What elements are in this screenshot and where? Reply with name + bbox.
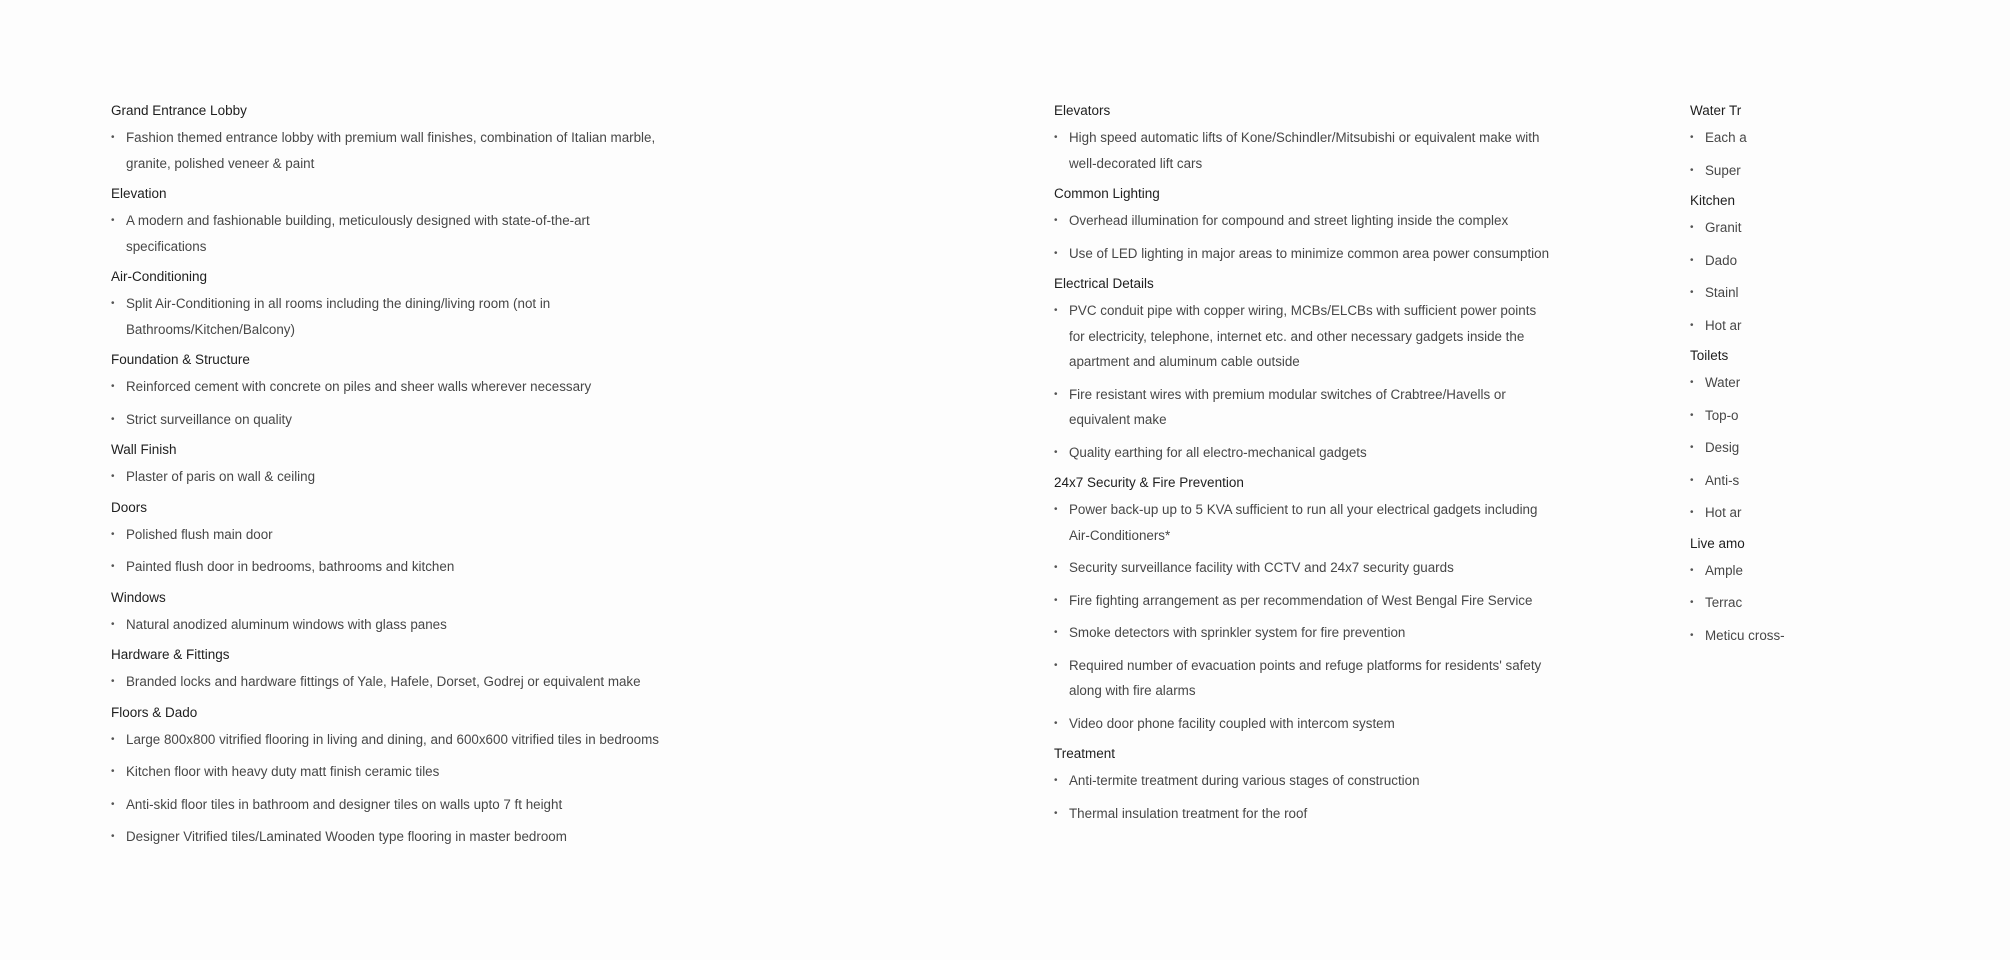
section-title: Doors	[111, 499, 148, 515]
spec-item: • Kitchen floor with heavy duty matt finish ceramic tiles	[111, 759, 671, 785]
spec-section	[111, 497, 671, 580]
spec-section	[111, 183, 671, 259]
spec-item: • Required number of evacuation points and refuge platforms for residents' safety along with fire alarms	[1054, 653, 1554, 704]
spec-item: • Anti-skid floor tiles in bathroom and designer tiles on walls upto 7 ft height	[111, 792, 671, 818]
spec-item: • PVC conduit pipe with copper wiring, MCBs/ELCBs with sufficient power points for electricity, telephone, internet etc. and other necessary gadgets inside the apartment and aluminum cable outside	[1054, 298, 1554, 375]
spec-item: • Power back-up up to 5 KVA sufficient to run all your electrical gadgets including Air-Conditioners*	[1054, 497, 1554, 548]
spec-item: • Strict surveillance on quality	[111, 407, 671, 433]
spec-item: • Fire fighting arrangement as per recommendation of West Bengal Fire Service	[1054, 588, 1554, 614]
spec-section	[111, 100, 671, 176]
spec-section	[1054, 273, 1554, 465]
spec-item: • Dado	[1690, 248, 2010, 274]
spec-section	[1054, 743, 1554, 826]
spec-section	[111, 644, 671, 695]
spec-item: • Painted flush door in bedrooms, bathrooms and kitchen	[111, 554, 671, 580]
spec-item: • Anti-termite treatment during various stages of construction	[1054, 768, 1554, 794]
spec-section	[111, 439, 671, 490]
spec-item: • Top-o	[1690, 403, 2010, 429]
spec-section	[1054, 183, 1554, 266]
spec-item: • Natural anodized aluminum windows with glass panes	[111, 612, 671, 638]
specs-column-3	[1690, 100, 2010, 655]
section-title: Wall Finish	[111, 442, 177, 457]
spec-item: • Video door phone facility coupled with intercom system	[1054, 711, 1554, 737]
spec-section	[111, 702, 671, 850]
spec-item: • Each a	[1690, 125, 2010, 151]
spec-item: • Use of LED lighting in major areas to minimize common area power consumption	[1054, 241, 1554, 267]
spec-item: • Fire resistant wires with premium modular switches of Crabtree/Havells or equivalent make	[1054, 382, 1554, 433]
spec-item: • Thermal insulation treatment for the roof	[1054, 801, 1554, 827]
spec-item: • Stainl	[1690, 280, 2010, 306]
section-title: 24x7 Security & Fire Prevention	[1054, 475, 1244, 490]
specs-column-2	[1054, 100, 1554, 833]
section-title: Windows	[111, 589, 166, 605]
spec-section	[1690, 533, 2010, 649]
section-title: Foundation & Structure	[111, 352, 250, 367]
section-title: Air-Conditioning	[111, 269, 208, 284]
spec-section	[1690, 190, 2010, 338]
specs-column-1	[111, 100, 671, 857]
section-title: Common Lighting	[1054, 186, 1160, 201]
spec-item: • Split Air-Conditioning in all rooms including the dining/living room (not in Bathrooms/Kitchen/Balcony)	[111, 291, 671, 342]
spec-item: • Hot ar	[1690, 500, 2010, 526]
spec-item: • Overhead illumination for compound and street lighting inside the complex	[1054, 208, 1554, 234]
spec-section	[111, 587, 671, 638]
spec-item: • Granit	[1690, 215, 2010, 241]
spec-item: • High speed automatic lifts of Kone/Schindler/Mitsubishi or equivalent make with well-decorated lift cars	[1054, 125, 1554, 176]
spec-item: • Large 800x800 vitrified flooring in living and dining, and 600x600 vitrified tiles in bedrooms	[111, 727, 671, 753]
section-title: Water Tr	[1690, 103, 1742, 118]
section-title: Electrical Details	[1054, 276, 1154, 291]
section-title: Treatment	[1054, 746, 1116, 761]
spec-section	[1690, 345, 2010, 526]
spec-section	[111, 349, 671, 432]
spec-item: • Smoke detectors with sprinkler system for fire prevention	[1054, 620, 1554, 646]
spec-item: • Hot ar	[1690, 313, 2010, 339]
section-title: Kitchen	[1690, 193, 1736, 208]
spec-item: • Ample	[1690, 558, 2010, 584]
spec-section	[111, 266, 671, 342]
section-title: Toilets	[1690, 348, 1729, 363]
spec-item: • Security surveillance facility with CCTV and 24x7 security guards	[1054, 555, 1554, 581]
section-title: Grand Entrance Lobby	[111, 103, 247, 118]
section-title: Elevators	[1054, 103, 1111, 118]
spec-item: • Super	[1690, 158, 2010, 184]
spec-section	[1690, 100, 2010, 183]
spec-item: • Desig	[1690, 435, 2010, 461]
section-title: Floors & Dado	[111, 704, 198, 720]
spec-item: • Terrac	[1690, 590, 2010, 616]
section-title: Hardware & Fittings	[111, 647, 230, 662]
spec-item: • Meticu cross-	[1690, 623, 2010, 649]
spec-item: • Quality earthing for all electro-mechanical gadgets	[1054, 440, 1554, 466]
spec-item: • Water	[1690, 370, 2010, 396]
section-title: Elevation	[111, 186, 167, 201]
spec-item: • Plaster of paris on wall & ceiling	[111, 464, 671, 490]
spec-item: • A modern and fashionable building, meticulously designed with state-of-the-art specifications	[111, 208, 671, 259]
spec-item: • Branded locks and hardware fittings of Yale, Hafele, Dorset, Godrej or equivalent make	[111, 669, 671, 695]
spec-item: • Polished flush main door	[111, 522, 671, 548]
section-title: Live amo	[1690, 535, 1745, 551]
spec-item: • Reinforced cement with concrete on piles and sheer walls wherever necessary	[111, 374, 671, 400]
spec-item: • Anti-s	[1690, 468, 2010, 494]
spec-section	[1054, 100, 1554, 176]
spec-item: • Designer Vitrified tiles/Laminated Wooden type flooring in master bedroom	[111, 824, 671, 850]
spec-item: • Fashion themed entrance lobby with premium wall finishes, combination of Italian marble, granite, polished veneer & paint	[111, 125, 671, 176]
spec-section	[1054, 472, 1554, 736]
